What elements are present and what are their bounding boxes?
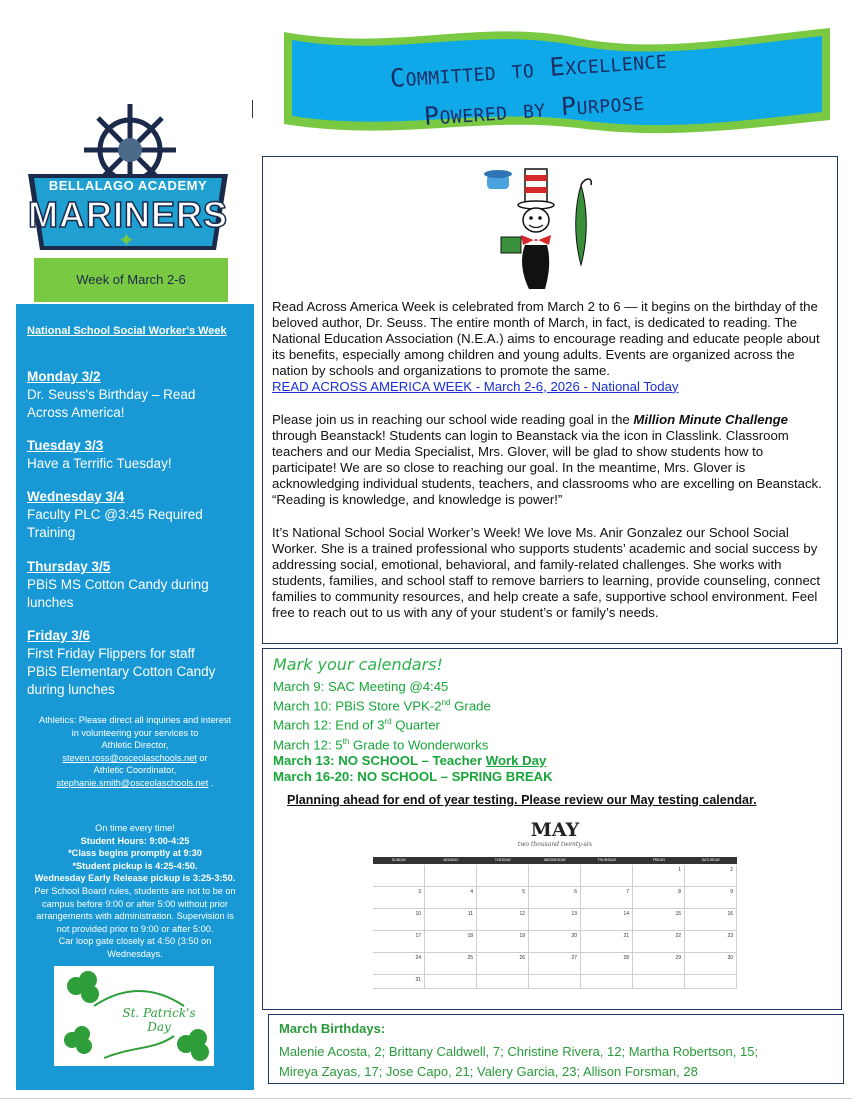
calendar-day-cell [477,909,529,931]
calendar-day-number: 9 [730,889,733,895]
hours-line: Student Hours: 9:00-4:25 [80,835,190,846]
calendar-day-cell [373,887,425,909]
hours-line: Per School Board rules, students are not to be on [34,885,236,896]
calendar-day-number: 3 [418,889,421,895]
hours-line: Car loop gate closely at 4:50 (3:50 on [58,936,212,947]
calendar-day-number: 7 [626,889,629,895]
weekday-header [373,857,737,864]
hours-line: not provided prior to 9:00 or after 5:00. [56,923,214,934]
calendar-events [273,679,833,785]
student-hours-info [22,822,248,961]
calendar-day-cell [425,975,477,989]
day-line: lunches [27,595,74,610]
banner-line-2: Powered by Purpose [422,86,646,131]
calendar-day-cell [425,953,477,975]
million-minute-challenge-label: Million Minute Challenge [633,412,789,427]
birthdays-list [279,1042,833,1081]
hours-line: *Student pickup is 4:25-4:50. [72,860,198,871]
birthday-line: Malenie Acosta, 2; Brittany Caldwell, 7; Christine Rivera, 12; Martha Robertson, 15; [279,1044,759,1059]
calendar-day-cell [633,909,685,931]
athletics-or: or [196,752,208,763]
day-line: Have a Terrific Tuesday! [27,456,172,471]
weekday-label: SUNDAY [391,858,407,862]
calendar-day-number: 10 [415,911,421,917]
calendar-day-cell [477,975,529,989]
calendar-day-cell [581,931,633,953]
hours-line: campus before 9:00 or after 5:00 without prior [42,898,228,909]
event-item: March 16-20: NO SCHOOL – SPRING BREAK [273,769,553,785]
calendar-day-number: 22 [675,933,681,939]
sidebar-title: National School Social Worker's Week [27,325,227,337]
calendar-day-cell [685,909,737,931]
calendar-day-number: 6 [574,889,577,895]
calendar-day-cell [425,931,477,953]
read-across-america-link[interactable]: READ ACROSS AMERICA WEEK - March 2-6, 2026 - National Today [272,378,679,394]
may-subtitle: two thousand twenty-six [517,841,593,848]
day-tuesday [27,437,242,473]
calendar-day-number: 24 [415,955,421,961]
weekday-label: TUESDAY [494,858,512,862]
day-name: Tuesday 3/3 [27,438,104,453]
calendar-day-cell [529,909,581,931]
clover-text: St. Patrick's Day [122,1006,196,1034]
calendar-day-number: 11 [467,911,473,917]
day-line: Faculty PLC @3:45 Required [27,507,203,522]
week-label: Week of March 2-6 [34,258,228,302]
paragraph-million-minute [272,412,828,507]
calendar-day-cell [477,887,529,909]
athletics-line: Athletic Coordinator, [93,765,177,776]
calendar-day-cell [581,887,633,909]
athletics-line: in volunteering your services to [71,727,199,738]
calendar-day-cell [581,865,633,887]
calendar-day-cell [529,887,581,909]
calendar-day-cell [425,887,477,909]
day-monday [27,368,242,422]
header-banner [278,24,838,142]
hours-line: *Class begins promptly at 9:30 [68,848,202,859]
logo-main-text: MARINERS [27,194,228,235]
birthdays-section [268,1014,844,1084]
hours-line: On time every time! [95,823,175,833]
athletics-end: . [208,777,214,788]
athletic-coordinator-email-link[interactable]: stephanie.smith@osceolaschools.net [56,777,209,788]
athletics-line: Athletics: Please direct all inquiries and interest [38,715,231,725]
calendar-day-number: 14 [623,911,629,917]
page-bottom-divider [0,1098,852,1099]
hours-line: Wednesday Early Release pickup is 3:25-3:50. [34,873,236,884]
day-friday [27,627,242,699]
weekday-label: MONDAY [443,858,459,862]
athletics-line: Athletic Director, [101,740,169,751]
st-patricks-image [54,966,214,1066]
day-line: First Friday Flippers for staff [27,646,195,661]
day-line: Training [27,525,76,540]
calendar-day-cell [529,931,581,953]
calendar-day-cell [373,953,425,975]
calendar-day-number: 15 [675,911,681,917]
calendar-day-number: 29 [675,955,681,961]
calendar-day-number: 5 [522,889,525,895]
calendar-day-number: 21 [623,933,629,939]
event-item: March 12: 5th Grade to Wonderworks [273,736,489,753]
calendar-day-cell [685,953,737,975]
paragraph-text: through Beanstack! Students can login to Beanstack via the icon in Classlink. Classroom teachers and our Media Specialist, Mrs. Glover, will be glad to show students how to participate! We are so close to reaching our goal. In the meantime, Mrs. Glover is acknowledging individual students, teachers, and classrooms who are excelling on Beanstack. “Reading is knowledge, and knowledge is power!” [272,427,822,507]
calendar-day-cell [581,909,633,931]
weekday-label: SATURDAY [701,858,721,862]
day-thursday [27,558,242,612]
sidebar [16,304,254,1090]
may-calendar-grid [373,857,737,997]
calendar-day-number: 28 [623,955,629,961]
calendar-day-number: 8 [678,889,681,895]
calendar-day-number: 20 [571,933,577,939]
calendar-day-cell [529,975,581,989]
cat-in-the-hat-icon [477,165,619,293]
event-item: March 13: NO SCHOOL – Teacher Work Day [273,753,547,769]
birthday-line: Mireya Zayas, 17; Jose Capo, 21; Valery Garcia, 23; Allison Forsman, 28 [279,1063,698,1079]
day-line: Across America! [27,405,125,420]
logo-top-text: BELLALAGO ACADEMY [48,178,208,193]
calendar-day-number: 1 [678,867,681,873]
athletics-info [24,714,246,790]
weekday-label: WEDNESDAY [543,858,567,862]
calendar-day-cell [477,865,529,887]
calendar-day-cell [373,865,425,887]
calendar-day-cell [477,931,529,953]
planning-note: Planning ahead for end of year testing. Please review our May testing calendar. [287,793,757,807]
hours-line: arrangements with administration. Supervision is [36,911,234,922]
calendar-day-number: 30 [727,955,733,961]
calendar-day-cell [477,953,529,975]
day-line: during lunches [27,682,115,697]
calendar-day-cell [529,865,581,887]
calendar-day-number: 27 [571,955,577,961]
calendar-day-number: 16 [727,911,733,917]
day-name: Monday 3/2 [27,369,101,384]
day-line: PBiS MS Cotton Candy during [27,577,209,592]
calendar-day-cell [373,909,425,931]
calendar-day-cell [685,975,737,989]
calendar-section [262,648,842,1010]
calendar-day-cell [633,953,685,975]
calendar-day-cell [425,865,477,887]
paragraph-social-worker [272,525,828,620]
calendar-day-cell [633,975,685,989]
calendar-day-number: 23 [727,933,733,939]
weekday-label: FRIDAY [652,858,666,862]
event-item: March 10: PBiS Store VPK-2nd Grade [273,698,491,714]
paragraph-text: Please join us in reaching our school wide reading goal in the [272,412,634,427]
event-item: March 9: SAC Meeting @4:45 [273,679,449,694]
calendar-day-number: 18 [467,933,473,939]
day-name: Wednesday 3/4 [27,489,125,504]
calendar-day-cell [685,931,737,953]
calendar-day-number: 17 [415,933,421,939]
calendar-day-number: 25 [467,955,473,961]
birthdays-title: March Birthdays: [279,1021,386,1036]
calendar-day-number: 4 [470,889,473,895]
main-article [262,156,838,644]
calendar-day-cell [633,887,685,909]
day-line: PBiS Elementary Cotton Candy [27,664,216,679]
calendar-day-cell [581,975,633,989]
calendar-day-cell [373,931,425,953]
calendar-day-number: 26 [519,955,525,961]
paragraph-read-across-america [272,299,828,394]
day-wednesday [27,488,242,542]
calendar-day-cell [633,865,685,887]
day-name: Friday 3/6 [27,628,91,643]
calendar-day-number: 2 [730,867,733,873]
calendar-heading: Mark your calendars! [273,655,443,674]
calendar-day-number: 12 [519,911,525,917]
calendar-day-cell [425,909,477,931]
calendar-day-number: 31 [415,977,421,983]
hours-line: Wednesdays. [107,948,163,959]
calendar-day-cell [529,953,581,975]
calendar-day-number: 19 [519,933,525,939]
day-line: Dr. Seuss's Birthday – Read [27,387,196,402]
weekday-label: THURSDAY [597,858,617,862]
calendar-day-cell [685,865,737,887]
star-icon: ✦ [118,230,135,252]
calendar-day-number: 13 [571,911,577,917]
calendar-day-cell [581,953,633,975]
calendar-day-cell [373,975,425,989]
may-calendar-image [369,819,741,999]
athletic-director-email-link[interactable]: steven.ross@osceolaschools.net [62,752,197,763]
day-name: Thursday 3/5 [27,559,111,574]
calendar-day-cell [685,887,737,909]
event-item: March 12: End of 3rd Quarter [273,717,440,733]
paragraph-text: Read Across America Week is celebrated from March 2 to 6 — it begins on the birthday of the beloved author, Dr. Seuss. The entire month of March, in fact, is dedicated to reading. The National Education Association (N.E.A.) aims to encourage reading and educate people about its benefits, especially among children and young adults. Events are organized across the nation by schools and organizations to promote the same. [272,299,820,378]
calendar-day-cell [633,931,685,953]
banner-line-1: Committed to Excellence [388,44,668,93]
text-cursor [252,100,253,118]
may-title: MAY [530,819,580,841]
paragraph-text: It’s National School Social Worker’s Week! We love Ms. Anir Gonzalez our School Social Worker. She is a trained professional who supports students’ academic and social success by addressing social, emotional, behavioral, and family-related challenges. She works with students, families, and school staff to remove barriers to learning, provide counseling, connect families to community resources, and help create a safe, supportive school environment. Feel free to reach out to us with any of your student’s or family’s needs. [272,525,821,620]
